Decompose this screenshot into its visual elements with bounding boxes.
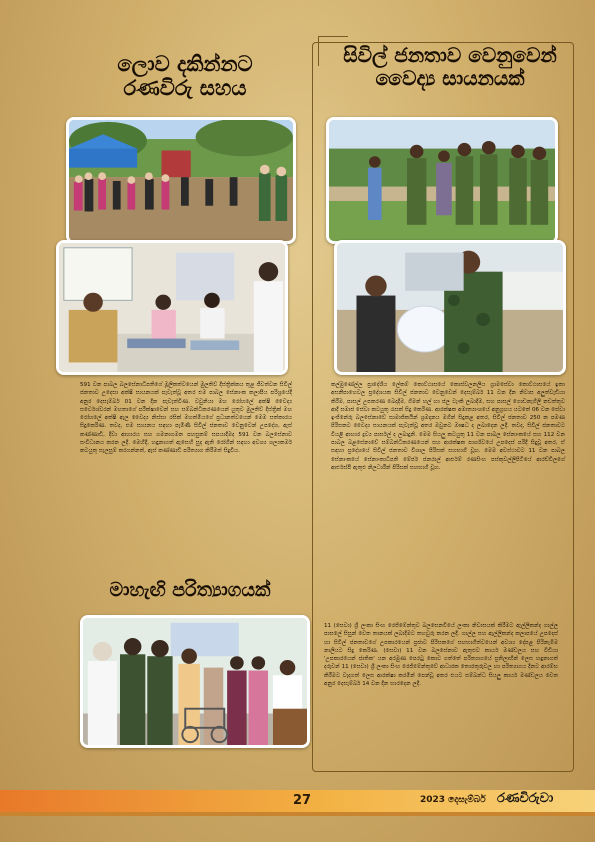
photo-handing-ration-pack xyxy=(334,240,566,375)
page-number: 27 xyxy=(292,793,312,808)
photo-soldiers-outdoor xyxy=(326,117,558,244)
footer-strip xyxy=(0,812,595,816)
bottom-article-body: 11 (සෙවා) ශ්‍රී ලංකා සිංහ රෙජිමේන්තුව බලසෙනවියේ ලංකා නිවාසයක් කිරීමට ඇල්ලිකන්ද ගාල්ල පාසලේ සිසුන් වෙත තානයක් ලබාදීමට තහවුරු කරන ලදී. ගාල්ල සහ ඇල්ලිකන්ද කලාපයේ උපදෙස් හා සිවිල් ජනතාවගේ උපකාරයෙන් ප්‍රජාව පිරිසකගේ සහභාගීත්වයෙන් අවශ්‍ය දේපළ පිරිනැමීම නාලියට සිදු කෙරිණ. (සෙවා) 11 වන බලසේනාව ඇතුළුව කාර්ය මණ්ඩලය සහ වීඩියා 'උපකාරයෙන් ජාතික' යන අරමුණ පෙරටු කොට ගත්තේ පරිත්‍යාගයේ ප්‍රතිලාභීන් ලෙස හඳුනාගත් දරුවන් 11 (සෙවා) ශ්‍රී ලංකා සිංහ රෙජිමේන්තුවේ ආධාරක තොරතුරුවල හා පරිත්‍යාගය දිනට ආරම්භ කිරීමට වැදගත් ලෙස ආරක්ෂා කරමින් පෙන්වූ අතර එයට සම්බන්ධ සියලු කාර්ය මණ්ඩලය වෙත අනුර දෙසැම්බර් 14 වන දින භාරදෙන ලදී. xyxy=(324,623,558,688)
photo-donation-group xyxy=(80,615,310,748)
right-article-headline: සිවිල් ජනතාව වෙනුවෙන් වෛද්‍ය සායනයක් xyxy=(343,43,557,90)
photo-eye-clinic-crowd xyxy=(66,117,296,244)
left-article-headline: ලොව දකින්නට රණවිරු සහය xyxy=(117,52,253,101)
bottom-article-headline: මාහැඟි පරිත්‍යාගයක් xyxy=(109,579,271,601)
issue-date: 2023 දෙසැම්බර් xyxy=(420,795,486,805)
right-article-body: කල්මුණේල්ල ප්‍රාදේශීය ලේකම් කොට්ඨාසයේ කොස්වලනලිය ග්‍රාමසේවා කොට්ඨාසයේ ඉතා අසනීපාහෙවල ප්‍රදේශයක සිවිල් ජනතාව වෙනුවෙන් දෙසැම්බර් 11 වන දින නිවාස අලුත්වැඩියා කිරීම, පාසල් උපකරණ බෙදාදීම, ගිමන් හල් හා ජල ටැංකි ලබාදීම, සහ පාසල් ගොඩනැගිලි නඩත්තුව ආදී සමාජ සේවා කටයුතු රැසක් සිදු කෙරිණ. ආරක්ෂක අමාත්‍යාංශයේ අනුග්‍රහය යටතේ 06 වන සේවා ඉංජිනේරු බලසේනාවේ සාමාජිකයින් ශ්‍රමදානය මගින් සිදුකළ අතර, සිවිල් ජනතාව 250 ක පමණ පිරිසකට වෛද්‍ය සායනයක් පැවැත්වූ අතර ඔවුනට ඖෂධ ද ලබාදෙන ලදී. තවද, සිවිල් ජනතාවට වියළි ආහාර ද්‍රව්‍ය පාර්සල් ද ලබාදුනි. මෙම සියලු කටයුතු 11 වන පාබල සේනාංකයේ සහ 112 වන පාබල බළසේනාවේ සම්බන්ධීකරණයෙන් සහ ආරක්ෂක පාර්ශ්වයේ උපදෙස් පරිදි සිදුවූ අතර, ඒ සඳහා ප්‍රදේශයේ සිවිල් ජනතාව විශාල පිරිසක් සහභාගි වූහ. මෙම අවස්ථාවට 11 වන පාබල සේනාංකයේ සේනාංකාධිපති මේජර් ජනරාල් ආර්එම් රණසිංහ පස්කුවල්ලිපිටියේ ආරච්චිලගේ ආර්එස්පී ඇතුළු නිලධාරීන් පිරිසක් සහභාගි වූහ. xyxy=(331,382,565,471)
photo-eye-clinic-indoor xyxy=(56,240,288,375)
left-article-body: 591 වන පාබල බලසේනාධිපතිගේ මූලිකත්වයෙන් මුලතිව් දිස්ත්‍රික්කය තුළ ජීවත්වන සිවිල් ජනතාව උදෙසා අක්ෂි සායනයක් පැවැත්වූ අතර එම පාබල සේනාංක කලාපීය පරිශ්‍රයේදී අනුර දෙසැම්බර් 01 වන දින පැවැත්විණ. වවුනියා මහ රෝහලේ අක්ෂි වෛද්‍ය සර්වෙශ්වරන් මහතාගේ පරීක්ෂාවෙන් සහ සම්බන්ධීකරණයෙන් යුතුව මුලතිව් දිස්ත්‍රික් මහ රෝහලේ අක්ෂි ඇල වෛද්‍ය නිස්සා රසික් මහත්මියගේ ප්‍රධානත්වයෙන් මෙම සත්කාරය සිදුකෙරිණ. තවද, එම සායනය සඳහා පැමිණි සිවිල් ජනතාව වෙනුවෙන් උපදේශ, ඇස් කණ්ණාඩි, දිවා ආහාරය සහ ගමනාගමන පහසුකම් සපයාදීමද 591 වන බලසේනාව සංවිධානය කරන ලදී. මෙහිදී, හඳුනාගත් ඇසෙහි සුද ඇති රෝගීන් සඳහා අවශ්‍ය ශල්‍යකර්ම කටයුතු සැලසුම් කරගන්නත්, ඇස් කණ්ණාඩි පරිත්‍යාග කිරීමත් සිදුවිය. xyxy=(80,382,292,455)
magazine-name: රණවිරුවා xyxy=(497,791,554,806)
